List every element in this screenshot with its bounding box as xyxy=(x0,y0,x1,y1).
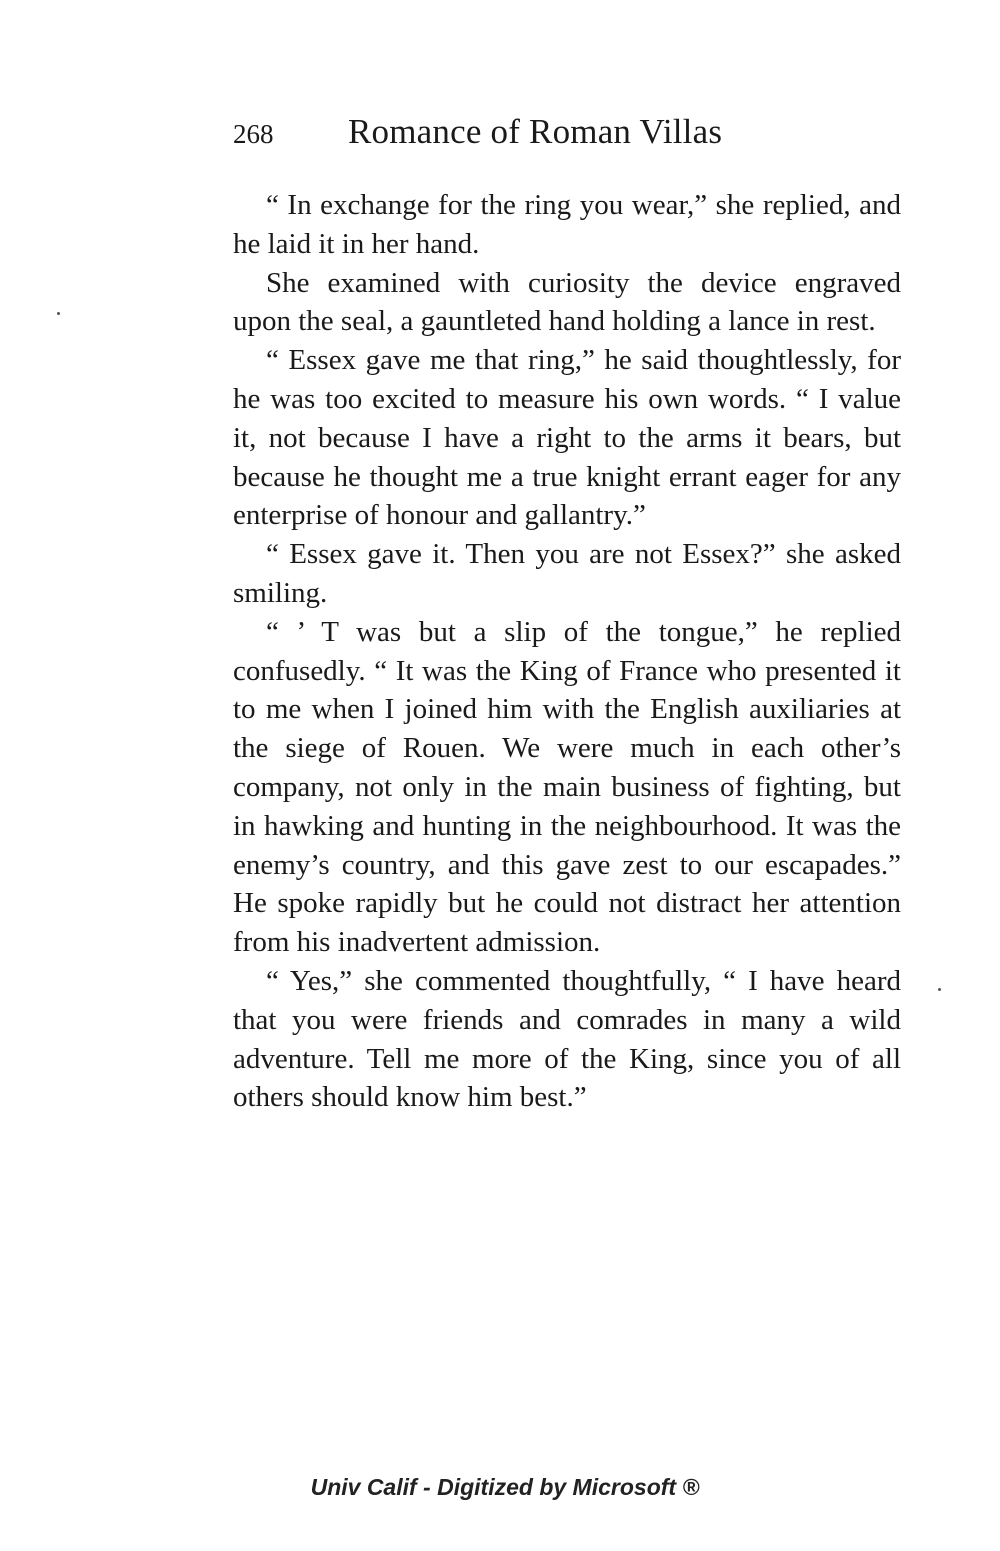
body-text xyxy=(233,186,901,1117)
paragraph: “ Essex gave it. Then you are not Essex?” she asked smiling. xyxy=(233,538,901,609)
paragraph: “ In exchange for the ring you wear,” she replied, and he laid it in her hand. xyxy=(233,189,901,260)
digitization-watermark: Univ Calif - Digitized by Microsoft ® xyxy=(310,1474,700,1500)
paragraph: “ ’ T was but a slip of the tongue,” he replied confusedly. “ It was the King of France who presented it to me when I joined him with the English auxiliaries at the siege of Rouen. We were much in each other’s company, not only in the main business of fighting, but in hawking and hunting in the neighbourhood. It was the enemy’s country, and this gave zest to our escapades.” He spoke rapidly but he could not distract her attention from his inadvertent admission. xyxy=(233,615,901,959)
page-number: 268 xyxy=(233,119,274,149)
scan-speck xyxy=(57,312,60,315)
paragraph: “ Yes,” she commented thoughtfully, “ I have heard that you were friends and comrades in many a wild adventure. Tell me more of the King, since you of all others should know him best.” xyxy=(233,964,901,1114)
paragraph: She examined with curiosity the device engraved upon the seal, a gauntleted hand holding a lance in rest. xyxy=(233,266,901,338)
running-title: Romance of Roman Villas xyxy=(348,112,723,151)
running-head xyxy=(233,112,903,156)
paragraph: “ Essex gave me that ring,” he said thoughtlessly, for he was too excited to measure his own words. “ I value it, not because I have a right to the arms it bears, but because he thought me a true knight errant eager for any enterprise of honour and gallantry.” xyxy=(233,344,901,532)
scan-speck xyxy=(938,988,941,991)
